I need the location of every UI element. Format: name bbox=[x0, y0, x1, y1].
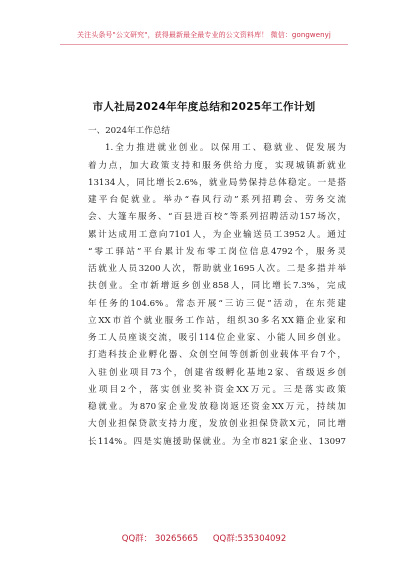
header-banner: 关注头条号"公文研究"，获得最新最全最专业的公文资料库！ 微信：gongwenyj bbox=[77, 31, 331, 39]
paragraph-line: 13134人，同比增长2.6%，就业局势保持总体稳定。一是搭 bbox=[88, 177, 346, 188]
paragraph-line: 入驻创业项目73个，创建省级孵化基地2家、省级返乡创 bbox=[88, 367, 346, 378]
footer-qq-group-2: QQ群:535304092 bbox=[212, 534, 287, 544]
paragraph-line: 会、大篷车服务、“百县进百校”等系列招聘活动157场次， bbox=[88, 212, 346, 223]
paragraph-line: 累计达成用工意向7101人，为企业输送员工3952人。通过 bbox=[88, 229, 346, 240]
paragraph-line: 1.全力推进就业创业。以保用工、稳就业、促发展为 bbox=[105, 143, 346, 154]
paragraph-line: 立XX市首个就业服务工作站，组织30多名XX籍企业家和 bbox=[88, 315, 346, 326]
header-divider bbox=[60, 44, 348, 45]
section-heading: 一、2024年工作总结 bbox=[88, 126, 171, 136]
document-body bbox=[88, 118, 346, 451]
paragraph-line: 业项目2个，落实创业奖补资金XX万元。三是落实政策 bbox=[88, 384, 346, 395]
paragraph-line: 活就业人员3200人次，帮助就业1695人次。二是多措并举 bbox=[88, 264, 346, 274]
document-title: 市人社局2024年年度总结和2025年工作计划 bbox=[92, 101, 316, 113]
paragraph-line: 着力点，加大政策支持和服务供给力度，实现城镇新就业 bbox=[88, 160, 346, 171]
footer-qq-group-1: QQ群： 30265665 bbox=[121, 534, 199, 544]
paragraph-line: 扶创业。全市新增返乡创业858人，同比增长7.3%，完成 bbox=[88, 281, 346, 292]
paragraph-line: 打造科技企业孵化器、众创空间等创新创业载体平台7个， bbox=[88, 350, 346, 361]
paragraph-line: 长114%。四是实施援助保就业。为全市821家企业、13097 bbox=[88, 436, 346, 447]
page-footer bbox=[0, 532, 408, 544]
paragraph bbox=[88, 140, 346, 451]
paragraph-line: 年任务的104.6%。常态开展“三访三促”活动，在东莞建 bbox=[88, 298, 346, 309]
paragraph-line: 建平台促就业。举办“春风行动”系列招聘会、劳务交流 bbox=[88, 195, 346, 205]
page-header bbox=[0, 0, 408, 66]
paragraph-line: 大创业担保贷款支持力度，发放创业担保贷款X元，同比增 bbox=[88, 419, 346, 430]
paragraph-line: 务工人员座谈交流，吸引114位企业家、小能人回乡创业。 bbox=[88, 333, 346, 343]
paragraph-line: “零工驿站”平台累计发布零工岗位信息4792个，服务灵 bbox=[88, 246, 346, 257]
paragraph-line: 稳就业。为870家企业发放稳岗返还资金XX万元，持续加 bbox=[88, 402, 346, 412]
